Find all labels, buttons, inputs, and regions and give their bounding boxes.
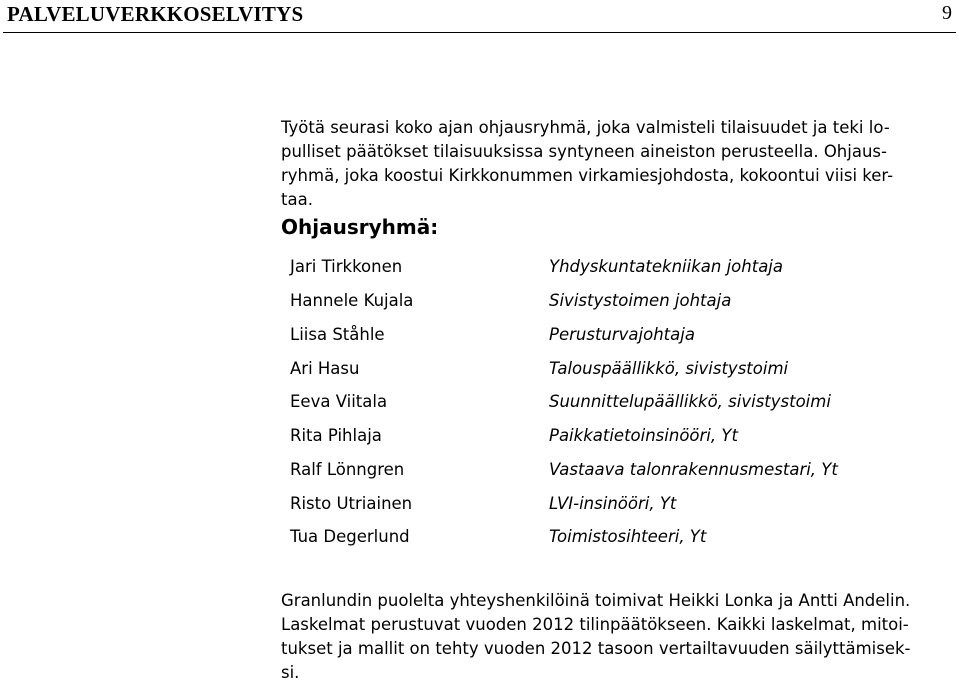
member-row xyxy=(290,250,910,284)
member-role: Perusturvajohtaja xyxy=(549,324,695,344)
member-name: Eeva Viitala xyxy=(290,392,388,412)
member-name: Jari Tirkkonen xyxy=(290,257,403,277)
member-row xyxy=(290,419,910,453)
member-name: Rita Pihlaja xyxy=(290,426,382,446)
member-name: Risto Utriainen xyxy=(290,493,413,513)
page-header xyxy=(3,0,956,33)
member-name: Ralf Lönngren xyxy=(290,459,405,479)
closing-line: Laskelmat perustuvat vuoden 2012 tilinpäätökseen. Kaikki laskelmat, mitoi- xyxy=(281,615,909,634)
member-name: Tua Degerlund xyxy=(290,527,410,547)
steering-group-heading: Ohjausryhmä: xyxy=(281,215,439,239)
intro-line: ryhmä, joka koostui Kirkkonummen virkamiesjohdosta, kokoontui viisi ker- xyxy=(281,166,894,185)
intro-line: Työtä seurasi koko ajan ohjausryhmä, joka valmisteli tilaisuudet ja teki lo- xyxy=(281,118,890,137)
closing-line: si. xyxy=(281,663,300,682)
member-role: Suunnittelupäällikkö, sivistystoimi xyxy=(549,392,831,412)
closing-line: Granlundin puolelta yhteyshenkilöinä toimivat Heikki Lonka ja Antti Andelin. xyxy=(281,591,911,610)
steering-group-list xyxy=(290,250,910,554)
member-role: Yhdyskuntatekniikan johtaja xyxy=(549,257,784,277)
member-name: Ari Hasu xyxy=(290,358,360,378)
member-role: LVI-insinööri, Yt xyxy=(549,493,677,513)
member-row xyxy=(290,351,910,385)
member-role: Paikkatietoinsinööri, Yt xyxy=(549,426,738,446)
member-row xyxy=(290,318,910,352)
member-name: Liisa Ståhle xyxy=(290,324,385,344)
document-title: PALVELUVERKKOSELVITYS xyxy=(7,2,304,26)
member-name: Hannele Kujala xyxy=(290,291,414,311)
intro-paragraph xyxy=(281,116,953,212)
member-row xyxy=(290,520,910,554)
member-row xyxy=(290,284,910,318)
member-row xyxy=(290,486,910,520)
member-role: Sivistystoimen johtaja xyxy=(549,291,732,311)
page-number: 9 xyxy=(942,2,952,24)
member-role: Toimistosihteeri, Yt xyxy=(549,527,707,547)
member-row xyxy=(290,385,910,419)
member-role: Vastaava talonrakennusmestari, Yt xyxy=(549,459,838,479)
closing-paragraph xyxy=(281,589,953,685)
intro-line: taa. xyxy=(281,190,313,209)
intro-line: pulliset päätökset tilaisuuksissa syntyneen aineiston perusteella. Ohjaus- xyxy=(281,142,887,161)
closing-line: tukset ja mallit on tehty vuoden 2012 tasoon vertailtavuuden säilyttämisek- xyxy=(281,639,911,658)
member-row xyxy=(290,453,910,487)
member-role: Talouspäällikkö, sivistystoimi xyxy=(549,358,789,378)
